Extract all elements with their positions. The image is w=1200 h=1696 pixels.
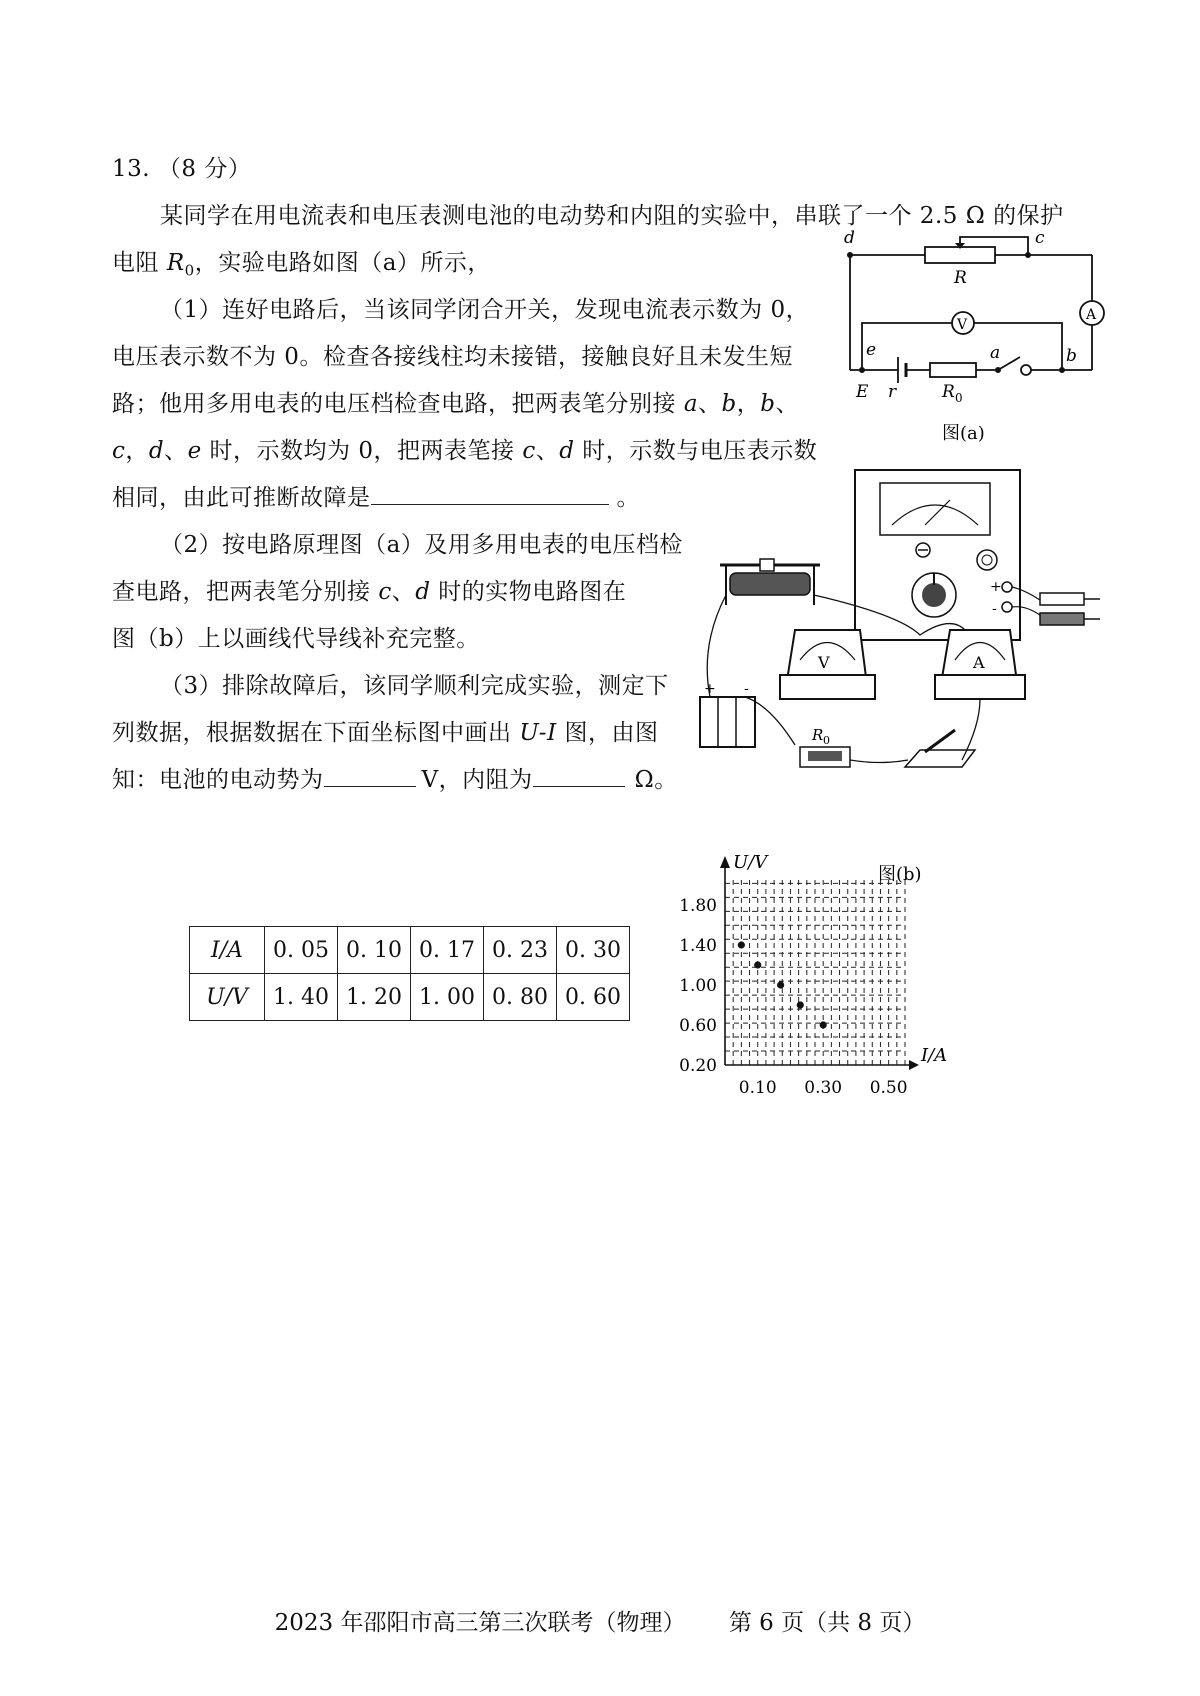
y-tick-label: 0.20 [679, 1056, 717, 1076]
data-point [777, 981, 784, 988]
svg-text:A: A [973, 653, 985, 672]
part1-line-5: 相同，由此可推断故障是 。 [112, 485, 640, 511]
label-e: e [866, 340, 877, 360]
table-row [190, 974, 630, 1021]
intro-line-2: 电阻 $R_0$，实验电路如图（a）所示， [112, 250, 491, 280]
answer-blank-resistance[interactable] [533, 782, 625, 787]
table-cell: 0. 05 [265, 927, 338, 974]
label-R0-sub: 0 [955, 391, 963, 405]
u-i-chart[interactable] [660, 852, 1040, 1098]
answer-blank-emf[interactable] [324, 782, 416, 787]
svg-text:+: + [990, 579, 1002, 595]
x-tick-label: 0.50 [869, 1078, 908, 1098]
ammeter [935, 630, 1025, 699]
table-cell: 0. 23 [484, 927, 557, 974]
svg-text:R: R [812, 726, 824, 744]
svg-text:-: - [744, 681, 749, 697]
label-R0: R [942, 382, 955, 402]
rheostat [720, 559, 820, 605]
data-table [189, 926, 630, 1021]
table-cell: 0. 80 [484, 974, 557, 1021]
table-cell: 1. 20 [338, 974, 411, 1021]
label-E: E [856, 382, 869, 402]
chart-ticks [679, 896, 907, 1098]
table-row [190, 927, 630, 974]
part3-line-1: （3）排除故障后，该同学顺利完成实验，测定下 [160, 673, 669, 699]
data-point [754, 961, 761, 968]
x-tick-label: 0.30 [804, 1078, 843, 1098]
svg-text:-: - [992, 601, 997, 617]
part1-line-1: （1）连好电路后，当该同学闭合开关，发现电流表示数为 0， [160, 297, 810, 323]
svg-text:+: + [704, 681, 716, 697]
part1-line-4: c，d、e 时，示数均为 0，把两表笔接 c、d 时，示数与电压表示数 [112, 438, 818, 464]
label-a: a [990, 343, 1001, 363]
figure-a-caption: 图(a) [942, 423, 985, 444]
label-V: V [957, 317, 968, 333]
question-points: （8 分） [157, 156, 252, 182]
table-cell: 0. 10 [338, 927, 411, 974]
label-d: d [844, 228, 855, 248]
label-b: b [1066, 346, 1077, 366]
svg-text:0: 0 [823, 734, 830, 747]
row-label-current: I/A [190, 927, 265, 974]
resistor-r0 [800, 726, 850, 767]
figure-a-circuit [830, 225, 1110, 450]
part2-line-3: 图（b）上以画线代导线补充完整。 [112, 626, 480, 652]
row-label-voltage: U/V [190, 974, 265, 1021]
table-cell: 1. 40 [265, 974, 338, 1021]
label-A: A [1086, 307, 1097, 323]
table-cell: 1. 00 [411, 974, 484, 1021]
switch-contact [1021, 365, 1031, 375]
label-r: r [888, 382, 897, 402]
y-tick-label: 1.00 [679, 976, 717, 996]
svg-text:V: V [818, 653, 830, 672]
intro-line-1: 某同学在用电流表和电压表测电池的电动势和内阻的实验中，串联了一个 2.5 Ω 的保护 [160, 203, 1064, 229]
page-footer [0, 1604, 1200, 1637]
y-tick-label: 1.40 [679, 936, 717, 956]
table-cell: 0. 30 [557, 927, 630, 974]
table-cell: 0. 17 [411, 927, 484, 974]
switch [905, 730, 975, 767]
data-point [820, 1021, 827, 1028]
y-tick-label: 1.80 [679, 896, 717, 916]
part3-line-2: 列数据，根据数据在下面坐标图中画出 U-I 图，由图 [112, 720, 659, 746]
part1-line-3: 路；他用多用电表的电压档检查电路，把两表笔分别接 a、b，b、 [112, 391, 799, 417]
table-cell: 0. 60 [557, 974, 630, 1021]
y-tick-label: 0.60 [679, 1016, 717, 1036]
x-tick-label: 0.10 [738, 1078, 777, 1098]
part2-line-1: （2）按电路原理图（a）及用多用电表的电压档检 [160, 532, 683, 558]
multimeter [855, 470, 1100, 640]
battery [700, 681, 755, 747]
figure-b-apparatus [700, 465, 1120, 885]
y-axis-label: U/V [733, 852, 768, 873]
part1-line-2: 电压表示数不为 0。检查各接线柱均未接错，接触良好且未发生短 [112, 344, 793, 370]
x-axis-arrow [909, 1060, 919, 1070]
label-R: R [954, 268, 967, 288]
data-point [738, 941, 745, 948]
question-number: 13. [112, 156, 151, 182]
part3-line-3: 知：电池的电动势为 V，内阻为 Ω。 [112, 767, 678, 793]
answer-blank-fault[interactable] [371, 500, 609, 505]
chart-grid [725, 878, 905, 1065]
figure-b-caption: 图(b) [878, 864, 922, 885]
label-c: c [1035, 228, 1045, 248]
part2-line-2: 查电路，把两表笔分别接 c、d 时的实物电路图在 [112, 579, 627, 605]
page-number: 第 6 页（共 8 页） [728, 1610, 926, 1636]
data-point [797, 1001, 804, 1008]
voltmeter [780, 630, 875, 699]
question-header [112, 150, 251, 183]
exam-title: 2023 年邵阳市高三第三次联考（物理） [274, 1610, 686, 1636]
x-axis-label: I/A [921, 1045, 948, 1066]
